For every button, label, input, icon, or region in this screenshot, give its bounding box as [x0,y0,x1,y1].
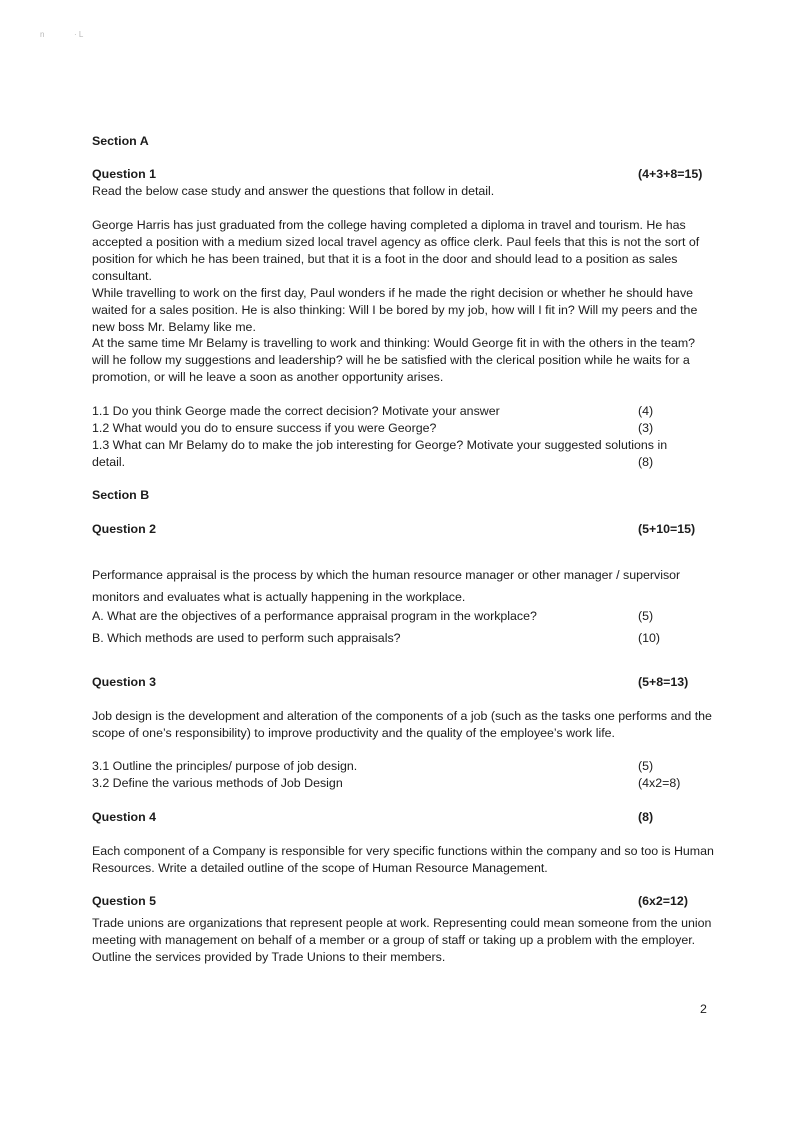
question-2-b-text: B. Which methods are used to perform such appraisals? [92,631,401,645]
question-2-marks: (5+10=15) [638,522,696,536]
question-5-marks: (6x2=12) [638,894,688,908]
question-4-title: Question 4 [92,810,157,824]
scan-mark-left: n [40,30,45,39]
question-1-title: Question 1 [92,167,157,181]
question-1-instruction: Read the below case study and answer the questions that follow in detail. [92,184,495,198]
question-1-marks: (4+3+8=15) [638,167,703,181]
question-1-2-text: 1.2 What would you do to ensure success if you were George? [92,421,437,435]
page-number: 2 [700,1002,707,1016]
question-3-2-text: 3.2 Define the various methods of Job Design [92,776,343,790]
question-3-1-text: 3.1 Outline the principles/ purpose of job design. [92,759,358,773]
question-4-marks: (8) [638,810,654,824]
question-3-marks: (5+8=13) [638,675,689,689]
question-3-title: Question 3 [92,675,157,689]
question-1-2-marks: (3) [638,421,654,435]
question-5-intro: Trade unions are organizations that represent people at work. Representing could mean someone from the union meeting with management on behalf of a member or a group of staff or taking up a problem with the employer. Outline the services provided by Trade Unions to their members. [92,916,712,964]
question-1-3-text: 1.3 What can Mr Belamy do to make the job interesting for George? Motivate your suggested solutions in [92,438,668,452]
question-3-1-marks: (5) [638,759,654,773]
question-2-intro: Performance appraisal is the process by which the human resource manager or other manager / supervisor monitors and evaluates what is actually happening in the workplace. [92,568,681,604]
question-1-3-text-continued: detail. [92,455,126,469]
question-1-3-marks: (8) [638,455,654,469]
question-4-intro: Each component of a Company is responsible for very specific functions within the company and so too is Human Resources. Write a detailed outline of the scope of Human Resource Management. [92,844,714,875]
case-study-paragraph-1: George Harris has just graduated from the college having completed a diploma in travel and tourism. He has accepted a position with a medium sized local travel agency as office clerk. Paul feels that this is not the sort of position for which he has been trained, but that it is a foot in the door and should lead to a position as sales consultant. [92,218,700,283]
case-study-paragraph-3: At the same time Mr Belamy is travelling to work and thinking: Would George fit in with the others in the team? will he follow my suggestions and leadership? will he be satisfied with the clerical position while he waits for a promotion, or will he leave a soon as another opportunity arises. [92,336,696,384]
question-2-title: Question 2 [92,522,157,536]
question-1-1-marks: (4) [638,404,654,418]
question-5-title: Question 5 [92,894,157,908]
section-a-heading: Section A [92,134,149,148]
case-study-paragraph-2: While travelling to work on the first day, Paul wonders if he made the right decision or whether he should have waited for a sales position. He is also thinking: Will I be bored by my job, how will I fit in? Will my peers and the new boss Mr. Belamy like me. [92,286,698,334]
question-3-intro: Job design is the development and alteration of the components of a job (such as the tasks one performs and the scope of one’s responsibility) to improve productivity and the quality of the employee’s work life. [92,709,712,740]
section-b-heading: Section B [92,488,150,502]
question-2-b-marks: (10) [638,631,661,645]
question-3-2-marks: (4x2=8) [638,776,681,790]
scan-mark-right: · L [74,30,84,39]
question-2-a-marks: (5) [638,609,654,623]
question-1-1-text: 1.1 Do you think George made the correct decision? Motivate your answer [92,404,500,418]
question-2-a-text: A. What are the objectives of a performance appraisal program in the workplace? [92,609,537,623]
